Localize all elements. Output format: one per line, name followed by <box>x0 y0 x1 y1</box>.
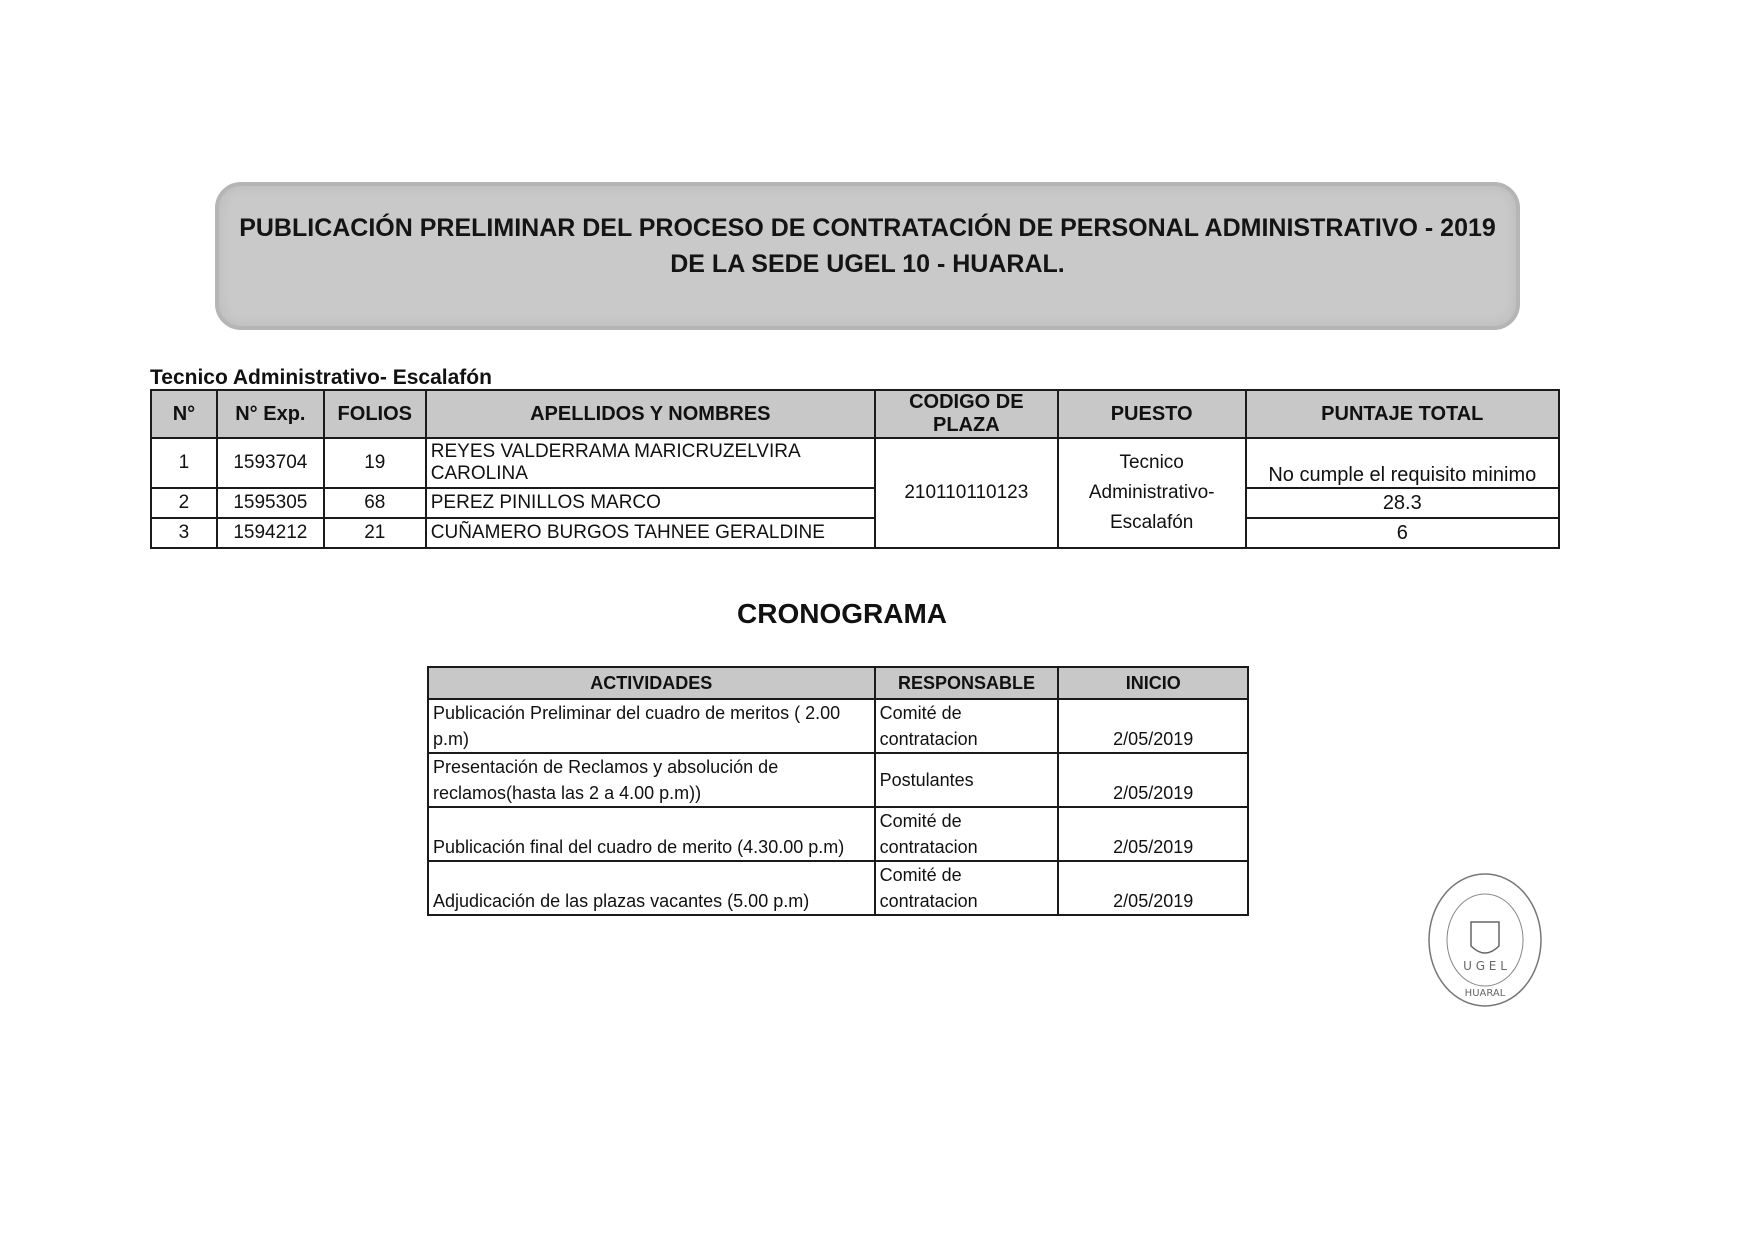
table-row <box>428 753 1248 807</box>
responsable-line-1: Postulantes <box>879 770 974 790</box>
row-exp: 1593704 <box>217 438 324 488</box>
table-row <box>428 861 1248 915</box>
title-line-2: DE LA SEDE UGEL 10 - HUARAL. <box>670 250 1065 278</box>
row-nombre: PEREZ PINILLOS MARCO <box>426 488 875 518</box>
puesto-cell <box>1058 438 1246 548</box>
puesto-line-1: Tecnico <box>1119 452 1184 473</box>
table-row <box>428 807 1248 861</box>
row-puntaje: 6 <box>1246 518 1559 548</box>
actividad-line-1: Publicación Preliminar del cuadro de meritos ( 2.00 <box>433 703 841 723</box>
actividad-cell <box>428 753 875 807</box>
inicio-cell: 2/05/2019 <box>1058 753 1248 807</box>
coat-of-arms-icon <box>1471 922 1499 953</box>
responsable-line-1: Comité de <box>879 865 962 885</box>
puesto-line-3: Escalafón <box>1109 512 1194 533</box>
actividad-line-2: reclamos(hasta las 2 a 4.00 p.m)) <box>433 783 702 803</box>
header-puntaje: PUNTAJE TOTAL <box>1246 390 1559 438</box>
actividad-line-1: Presentación de Reclamos y absolución de <box>433 757 779 777</box>
row-exp: 1594212 <box>217 518 324 548</box>
actividad-line-2: p.m) <box>433 729 469 749</box>
row-puntaje: 28.3 <box>1246 488 1559 518</box>
seal-center-text: U G E L <box>1463 959 1507 973</box>
section-label: Tecnico Administrativo- Escalafón <box>150 366 492 389</box>
responsable-line-2: contratacion <box>879 891 978 911</box>
ugel-seal-stamp <box>1425 870 1545 1010</box>
header-folios: FOLIOS <box>324 390 426 438</box>
cronograma-header-row <box>428 667 1248 699</box>
responsable-cell <box>875 861 1059 915</box>
header-actividades: ACTIVIDADES <box>428 667 875 699</box>
row-n: 1 <box>151 438 217 488</box>
responsable-cell <box>875 753 1059 807</box>
inicio-cell: 2/05/2019 <box>1058 807 1248 861</box>
row-exp: 1595305 <box>217 488 324 518</box>
row-folios: 19 <box>324 438 426 488</box>
header-n: N° <box>151 390 217 438</box>
responsable-line-2: contratacion <box>879 837 978 857</box>
table-row <box>151 488 1559 518</box>
cronograma-title: CRONOGRAMA <box>737 598 947 629</box>
candidates-table <box>150 389 1560 549</box>
header-codigo: CODIGO DE PLAZA <box>875 390 1058 438</box>
row-folios: 21 <box>324 518 426 548</box>
header-exp: N° Exp. <box>217 390 324 438</box>
responsable-line-2: contratacion <box>879 729 978 749</box>
row-folios: 68 <box>324 488 426 518</box>
table-row <box>428 699 1248 753</box>
inicio-cell: 2/05/2019 <box>1058 861 1248 915</box>
codigo-plaza: 210110110123 <box>875 438 1058 548</box>
header-responsable: RESPONSABLE <box>875 667 1059 699</box>
title-line-1: PUBLICACIÓN PRELIMINAR DEL PROCESO DE CONTRATACIÓN DE PERSONAL ADMINISTRATIVO - 2019 <box>239 214 1496 242</box>
responsable-cell <box>875 699 1059 753</box>
row-nombre: REYES VALDERRAMA MARICRUZELVIRA CAROLINA <box>426 438 875 488</box>
puesto-line-2: Administrativo- <box>1088 482 1215 503</box>
header-nombres: APELLIDOS Y NOMBRES <box>426 390 875 438</box>
table-row <box>151 438 1559 488</box>
header-inicio: INICIO <box>1058 667 1248 699</box>
cronograma-table <box>427 666 1249 916</box>
responsable-cell <box>875 807 1059 861</box>
actividad-cell <box>428 699 875 753</box>
inicio-cell: 2/05/2019 <box>1058 699 1248 753</box>
actividad-cell: Adjudicación de las plazas vacantes (5.00 p.m) <box>428 861 875 915</box>
row-n: 2 <box>151 488 217 518</box>
title-banner <box>215 182 1520 330</box>
header-puesto: PUESTO <box>1058 390 1246 438</box>
row-nombre: CUÑAMERO BURGOS TAHNEE GERALDINE <box>426 518 875 548</box>
table-header-row <box>151 390 1559 438</box>
table-row <box>151 518 1559 548</box>
actividad-cell: Publicación final del cuadro de merito (4.30.00 p.m) <box>428 807 875 861</box>
row-puntaje: No cumple el requisito minimo <box>1246 438 1559 488</box>
responsable-line-1: Comité de <box>879 703 962 723</box>
row-n: 3 <box>151 518 217 548</box>
seal-bottom-text: HUARAL <box>1464 988 1506 999</box>
responsable-line-1: Comité de <box>879 811 962 831</box>
